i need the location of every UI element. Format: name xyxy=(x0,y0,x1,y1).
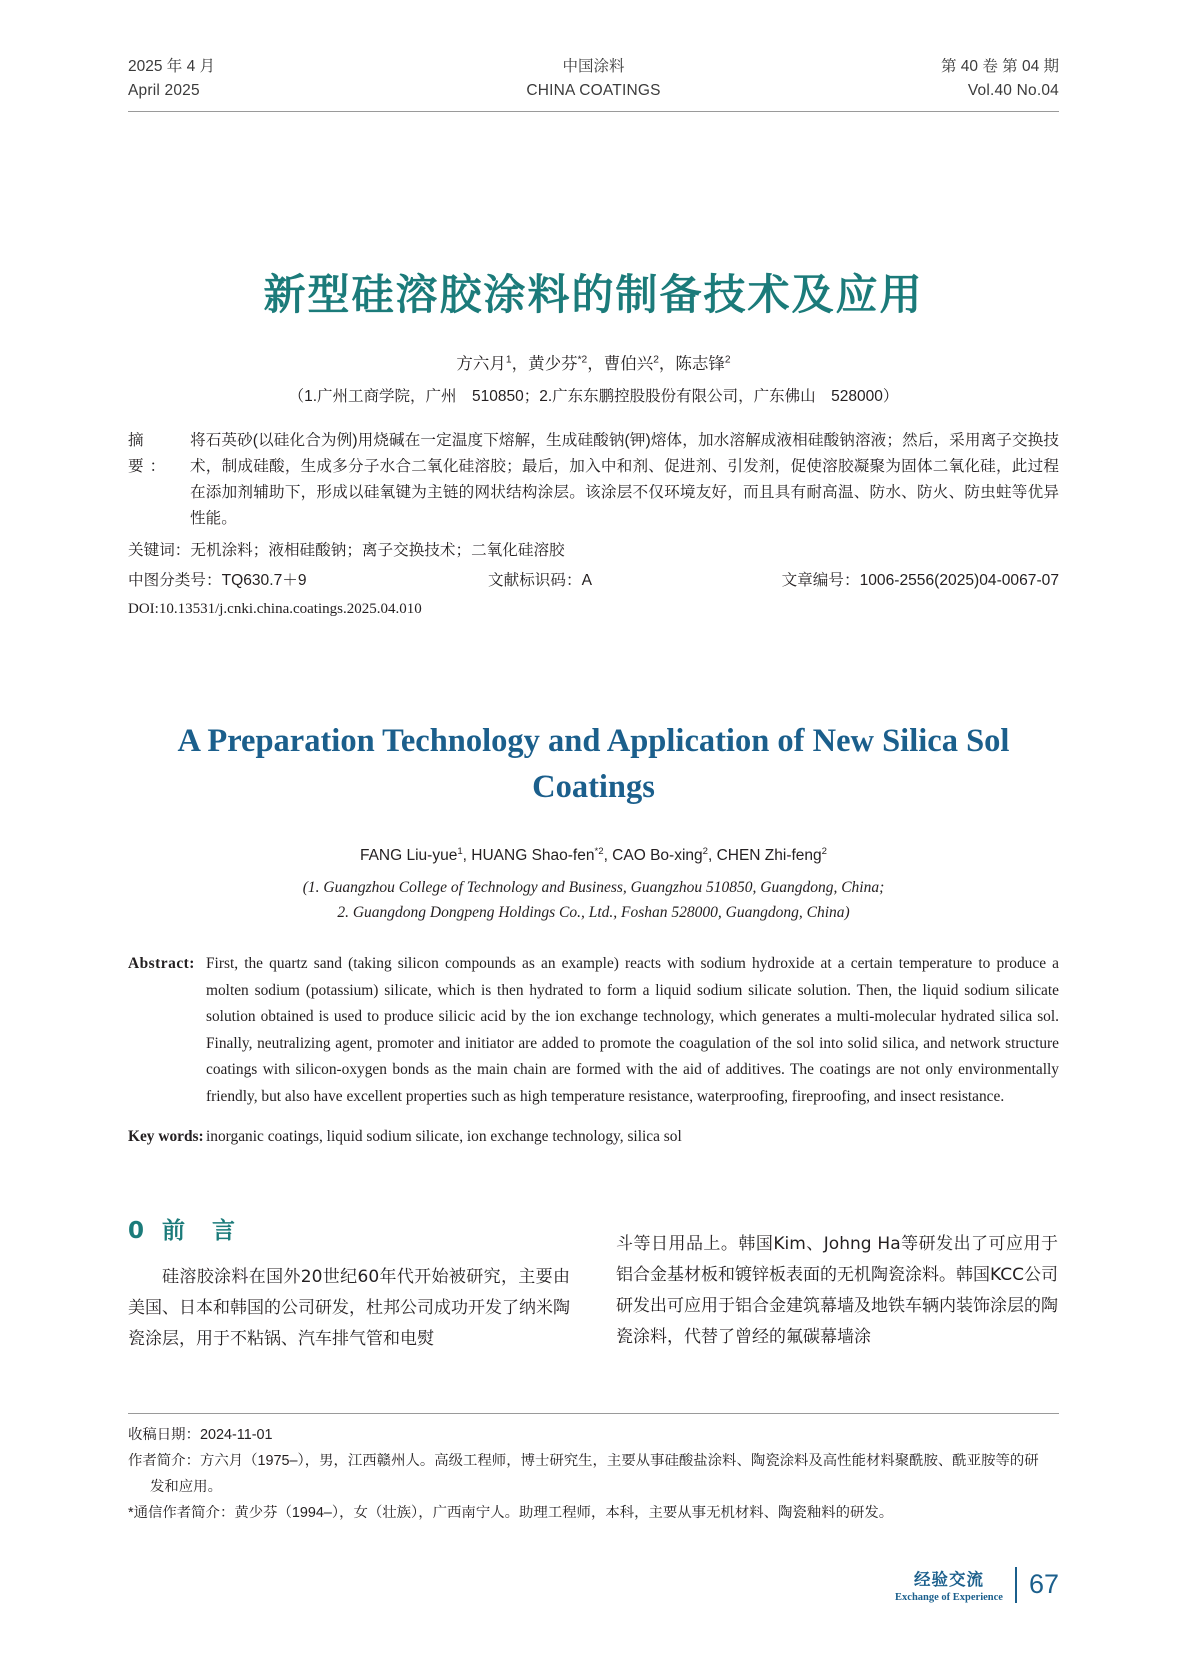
keywords-en-label: Key words: xyxy=(128,1128,204,1146)
footnote-author-bio-line1: 作者简介：方六月（1975–），男，江西赣州人。高级工程师，博士研究生，主要从事硅酸盐涂料、陶瓷涂料及高性能材料聚酰胺、酰亚胺等的研 xyxy=(128,1453,1039,1469)
footnote-corresponding-author: *通信作者简介：黄少芬（1994–），女（壮族），广西南宁人。助理工程师，本科，主要从事无机材料、陶瓷釉料的研发。 xyxy=(128,1505,894,1521)
abstract-cn-label: 摘 要： xyxy=(128,432,172,476)
body-columns xyxy=(128,1212,1059,1372)
body-column-right xyxy=(616,1212,1058,1372)
affiliation-en-line2: 2. Guangdong Dongpeng Holdings Co., Ltd., Foshan 528000, Guangdong, China) xyxy=(337,904,850,922)
body-column-left xyxy=(128,1212,570,1372)
abstract-en-text: First, the quartz sand (taking silicon compounds as an example) reacts with sodium hydroxide at a certain temperature to produce a molten sodium (potassium) silicate, which is then hydrated to form a liquid sodium silicate solution. Then, the liquid sodium silicate solution obtained is used to produce silicic acid by the ion exchange technology, which generates a multi-molecular hydrated silica sol. Finally, neutralizing agent, promoter and initiator are added to promote the coagulation of the sol into solid silica, and network structure coatings with silicon-oxygen bonds as the main chain are formed with the aid of additives. The coatings are not only environmentally friendly, but also have excellent properties such as high temperature resistance, waterproofing, fireproofing, and insect resistance. xyxy=(206,955,1059,1105)
abstract-en xyxy=(128,951,1059,1110)
running-head-left xyxy=(128,55,215,103)
running-head-date-en: April 2025 xyxy=(128,82,200,99)
footnote-received-date: 收稿日期：2024-11-01 xyxy=(128,1427,273,1443)
footnote-author-bio-line2: 发和应用。 xyxy=(150,1479,222,1495)
running-head-center xyxy=(526,55,660,103)
page-number: 67 xyxy=(1028,1569,1059,1599)
keywords-en-text: inorganic coatings, liquid sodium silicate, ion exchange technology, silica sol xyxy=(206,1128,682,1146)
keywords-cn: 关键词：无机涂料；液相硅酸钠；离子交换技术；二氧化硅溶胶 xyxy=(128,542,565,560)
keywords-en xyxy=(128,1124,1059,1150)
page-title-en: A Preparation Technology and Application of New Silica Sol Coatings xyxy=(177,723,1010,806)
classification-row xyxy=(128,568,1059,594)
clc-number: 中图分类号：TQ630.7＋9 xyxy=(128,572,307,590)
abstract-cn xyxy=(128,428,1059,532)
abstract-cn-text: 将石英砂(以硅化合为例)用烧碱在一定温度下熔解，生成硅酸钠(钾)熔体，加水溶解成液相硅酸钠溶液；然后，采用离子交换技术，制成硅酸，生成多分子水合二氧化硅溶胶；最后，加入中和剂、促进剂、引发剂，促使溶胶凝聚为固体二氧化硅，此过程在添加剂辅助下，形成以硅氧键为主链的网状结构涂层。该涂层不仅环境友好，而且具有耐高温、防水、防火、防虫蛀等优异性能。 xyxy=(190,432,1059,528)
footer-divider xyxy=(1015,1567,1017,1603)
doi: DOI:10.13531/j.cnki.china.coatings.2025.04.010 xyxy=(128,601,422,618)
page xyxy=(0,55,1187,1655)
page-title-cn: 新型硅溶胶涂料的制备技术及应用 xyxy=(263,270,924,319)
section-number: 0 xyxy=(128,1218,147,1245)
volume-issue-cn: 第 40 卷 第 04 期 xyxy=(940,58,1059,75)
footer-section-cn: 经验交流 xyxy=(914,1570,984,1589)
running-head xyxy=(128,55,1059,112)
authors-cn: 方六月$^1$，黄少芬$^{*2}$，曹伯兴$^2$，陈志锋$^2$ xyxy=(456,354,731,374)
authors-en: FANG Liu-yue$^1$, HUANG Shao-fen$^{*2}$, CAO Bo-xing$^2$, CHEN Zhi-feng$^2$ xyxy=(359,846,828,865)
volume-issue-en: Vol.40 No.04 xyxy=(967,82,1059,99)
affiliation-en-line1: (1. Guangzhou College of Technology and Business, Guangzhou 510850, Guangdong, China; xyxy=(302,879,885,897)
article-id: 文章编号：1006-2556(2025)04-0067-07 xyxy=(781,572,1059,590)
section-heading xyxy=(128,1212,570,1245)
journal-name-cn: 中国涂料 xyxy=(562,58,625,75)
affiliation-en xyxy=(128,875,1059,925)
page-footer xyxy=(895,1566,1059,1603)
section-title: 前 言 xyxy=(162,1218,238,1245)
abstract-en-label: Abstract: xyxy=(128,955,195,973)
body-paragraph-right: 斗等日用品上。韩国Kim、Johng Ha等研发出了可应用于铝合金基材板和镀锌板表面的无机陶瓷涂料。韩国KCC公司研发出可应用于铝合金建筑幕墙及地铁车辆内装饰涂层的陶瓷涂料，代替了曾经的氟碳幕墙涂 xyxy=(616,1234,1058,1348)
affiliation-cn: （1.广州工商学院，广州 510850；2.广东东鹏控股股份有限公司，广东佛山 528000） xyxy=(288,388,899,406)
footer-section-en: Exchange of Experience xyxy=(895,1592,1003,1603)
running-head-date-cn: 2025 年 4 月 xyxy=(128,58,216,75)
journal-name-en: CHINA COATINGS xyxy=(526,82,661,99)
footer-section-label xyxy=(895,1566,1003,1603)
running-head-right xyxy=(941,55,1059,103)
body-paragraph-left: 硅溶胶涂料在国外20世纪60年代开始被研究，主要由美国、日本和韩国的公司研发，杜邦公司成功开发了纳米陶瓷涂层，用于不粘锅、汽车排气管和电熨 xyxy=(128,1267,570,1350)
footnotes xyxy=(128,1413,1059,1527)
document-code: 文献标识码：A xyxy=(488,572,592,590)
